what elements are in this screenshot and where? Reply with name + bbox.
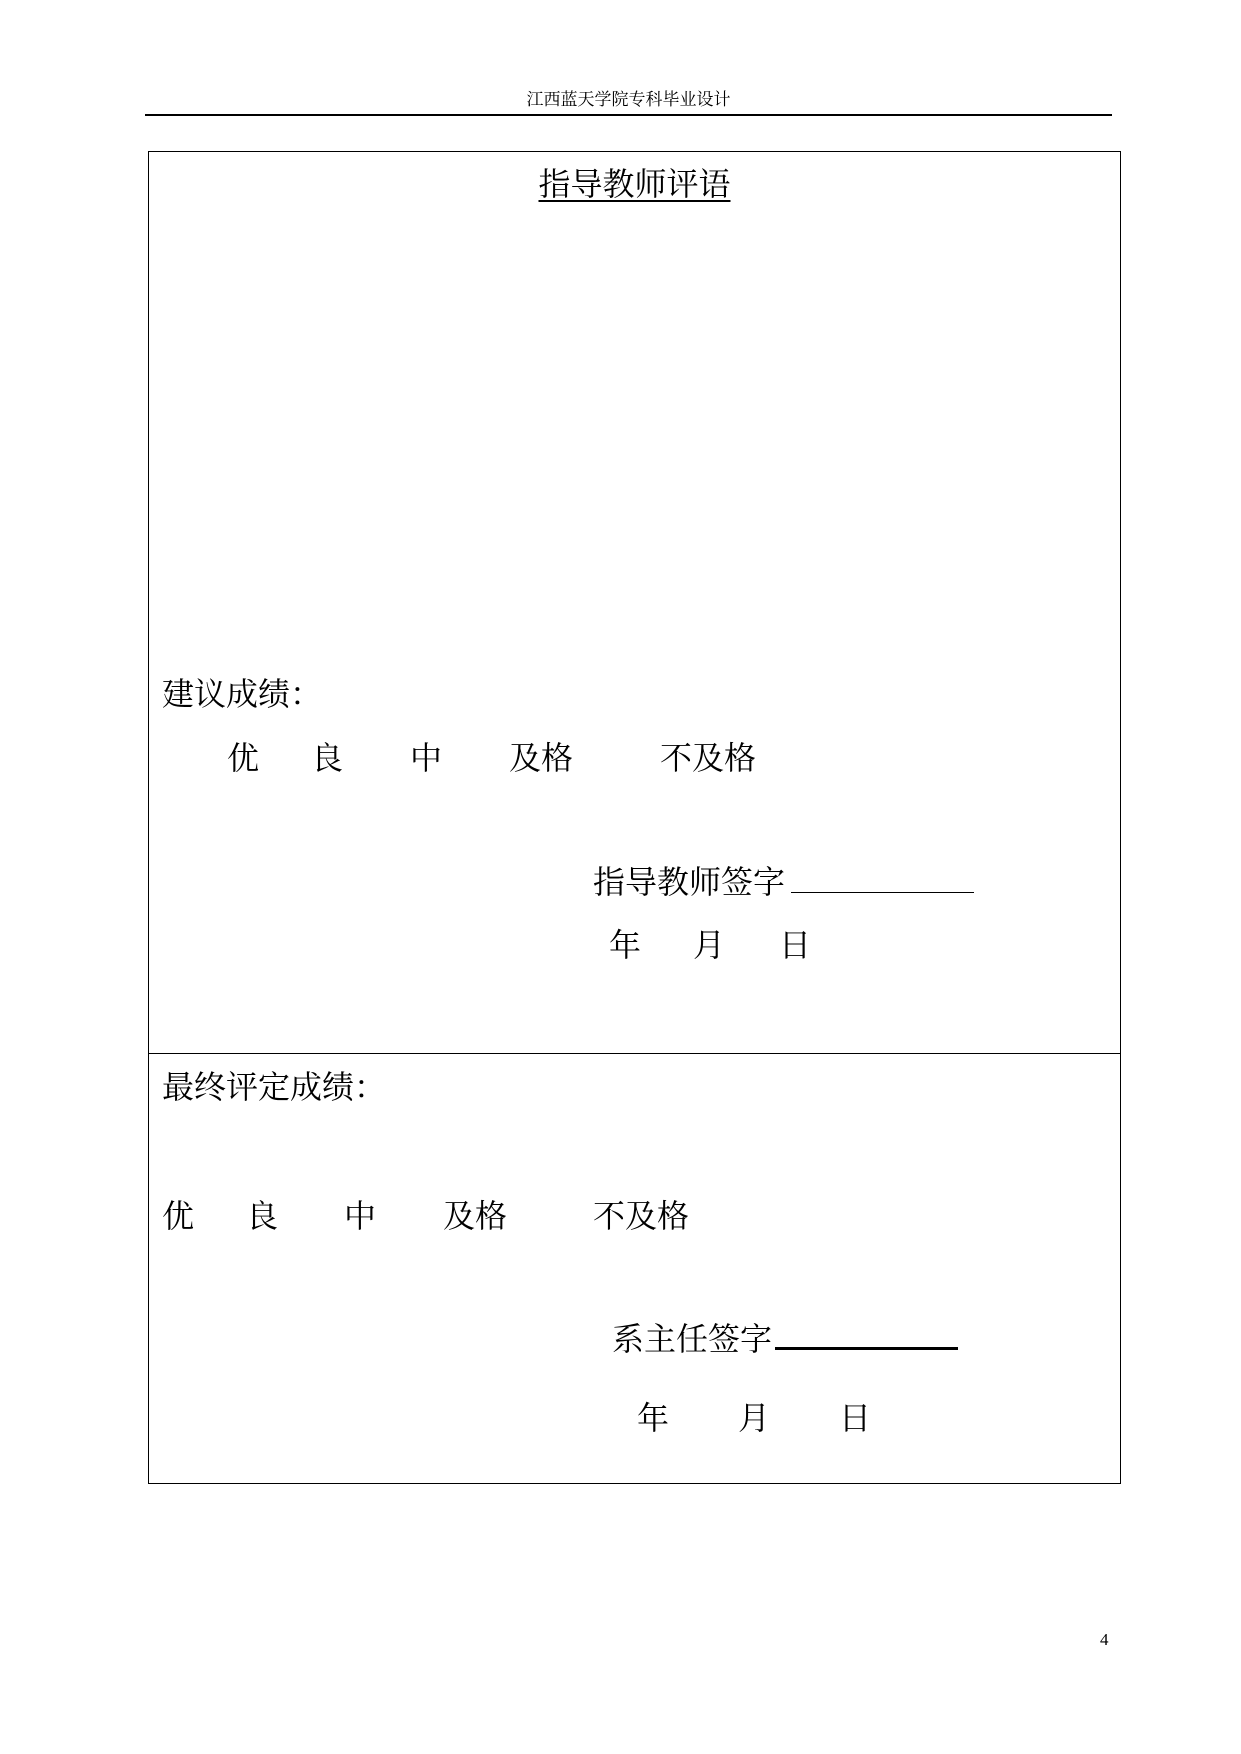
table-divider <box>148 1053 1121 1054</box>
advisor-comments-title: 指导教师评语 <box>538 165 731 203</box>
department-head-signature <box>612 1319 958 1356</box>
final-grade-option-good: 良 <box>246 1197 279 1235</box>
final-grade-label: 最终评定成绩： <box>162 1068 387 1106</box>
suggested-grade-label: 建议成绩： <box>162 675 323 713</box>
department-head-signature-label: 系主任签字 <box>612 1320 773 1358</box>
final-grade-option-fail: 不及格 <box>593 1197 690 1235</box>
suggested-grade-option-average: 中 <box>410 739 443 777</box>
final-date-day: 日 <box>839 1399 872 1437</box>
final-grade-option-average: 中 <box>344 1197 377 1235</box>
advisor-signature-line <box>791 864 974 893</box>
final-date-month: 月 <box>738 1399 771 1437</box>
final-date-year: 年 <box>637 1399 670 1437</box>
header-rule <box>145 114 1112 116</box>
suggested-grade-option-excellent: 优 <box>227 739 260 777</box>
advisor-date-month: 月 <box>693 926 726 964</box>
advisor-signature-label: 指导教师签字 <box>593 863 786 901</box>
suggested-grade-option-pass: 及格 <box>509 739 574 777</box>
advisor-comments-area <box>160 215 1105 655</box>
advisor-signature <box>593 864 974 899</box>
suggested-grade-option-good: 良 <box>311 739 344 777</box>
final-grade-option-excellent: 优 <box>162 1197 195 1235</box>
final-grade-option-pass: 及格 <box>443 1197 508 1235</box>
advisor-date-year: 年 <box>609 926 642 964</box>
page-number: 4 <box>1100 1630 1109 1649</box>
suggested-grade-option-fail: 不及格 <box>660 739 757 777</box>
page-header-title: 江西蓝天学院专科毕业设计 <box>526 90 731 110</box>
department-head-signature-line <box>775 1319 958 1350</box>
advisor-date-day: 日 <box>779 926 812 964</box>
